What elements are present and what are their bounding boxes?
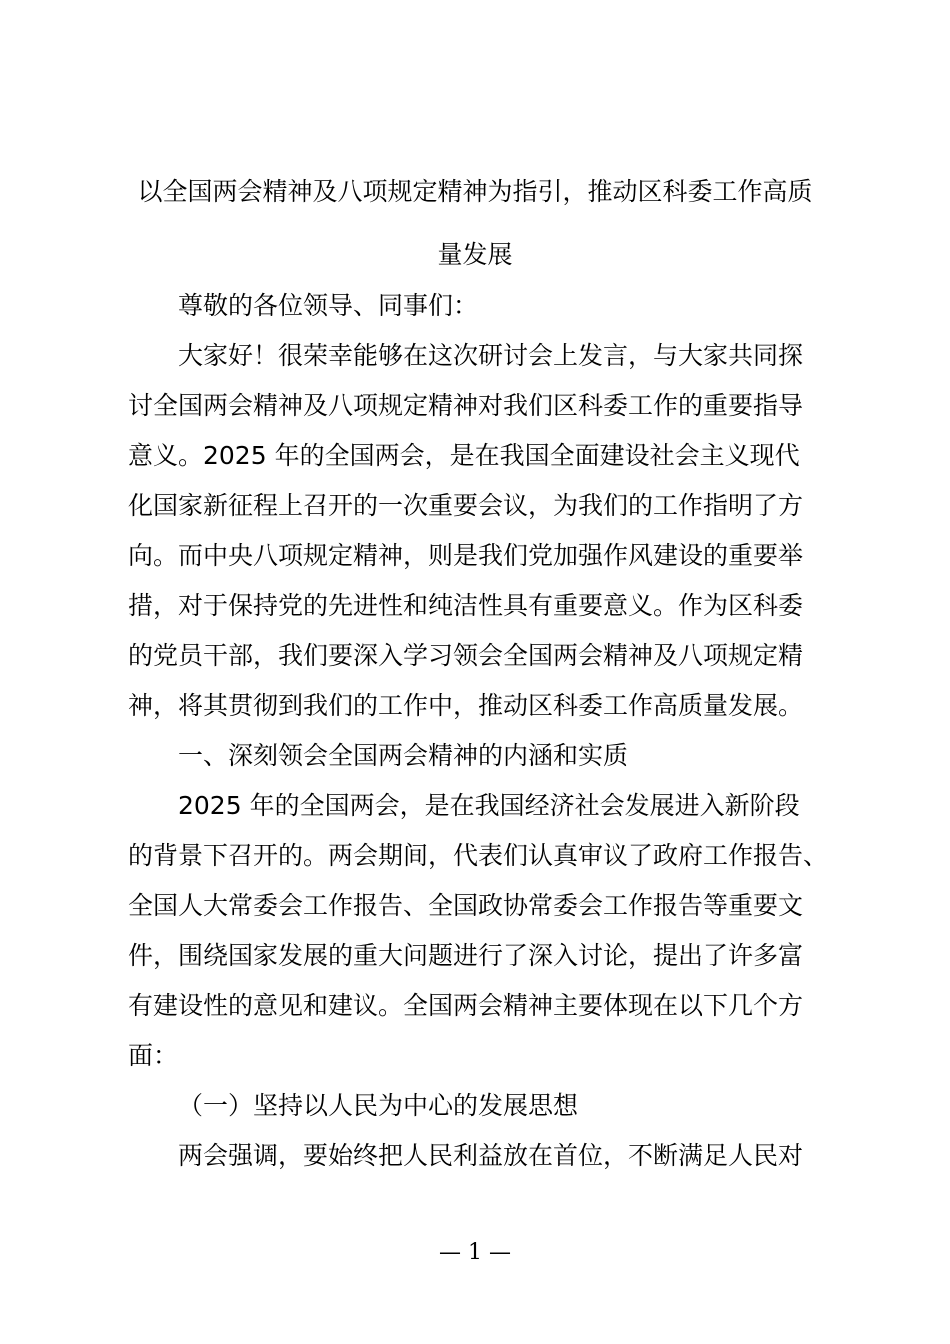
section-heading: 一、深刻领会全国两会精神的内涵和实质 <box>178 741 629 770</box>
paragraph-line: 措，对于保持党的先进性和纯洁性具有重要意义。作为区科委 <box>128 591 804 620</box>
paragraph-line: 有建设性的意见和建议。全国两会精神主要体现在以下几个方 <box>128 991 804 1020</box>
paragraph-line: 大家好！很荣幸能够在这次研讨会上发言，与大家共同探 <box>178 341 804 370</box>
paragraph-line: 意义。2025 年的全国两会，是在我国全面建设社会主义现代 <box>128 441 800 470</box>
document-title-line-2: 量发展 <box>437 240 513 269</box>
page-number: — 1 — <box>439 1240 511 1265</box>
paragraph-line: 神，将其贯彻到我们的工作中，推动区科委工作高质量发展。 <box>128 691 804 720</box>
subsection-heading: （一）坚持以人民为中心的发展思想 <box>178 1091 579 1120</box>
paragraph-line: 化国家新征程上召开的一次重要会议，为我们的工作指明了方 <box>128 491 804 520</box>
paragraph-line: 面： <box>128 1041 179 1070</box>
paragraph-line: 的背景下召开的。两会期间，代表们认真审议了政府工作报告、 <box>128 841 829 870</box>
paragraph-line: 2025 年的全国两会，是在我国经济社会发展进入新阶段 <box>178 791 800 820</box>
paragraph-line: 件，围绕国家发展的重大问题进行了深入讨论，提出了许多富 <box>128 941 804 970</box>
paragraph-line: 两会强调，要始终把人民利益放在首位，不断满足人民对 <box>178 1141 804 1170</box>
paragraph-line: 的党员干部，我们要深入学习领会全国两会精神及八项规定精 <box>128 641 804 670</box>
paragraph-line: 讨全国两会精神及八项规定精神对我们区科委工作的重要指导 <box>128 391 804 420</box>
paragraph-line: 向。而中央八项规定精神，则是我们党加强作风建设的重要举 <box>128 541 804 570</box>
document-title-line-1: 以全国两会精神及八项规定精神为指引，推动区科委工作高质 <box>137 177 813 206</box>
paragraph-line: 全国人大常委会工作报告、全国政协常委会工作报告等重要文 <box>128 891 804 920</box>
salutation: 尊敬的各位领导、同事们： <box>178 291 479 320</box>
